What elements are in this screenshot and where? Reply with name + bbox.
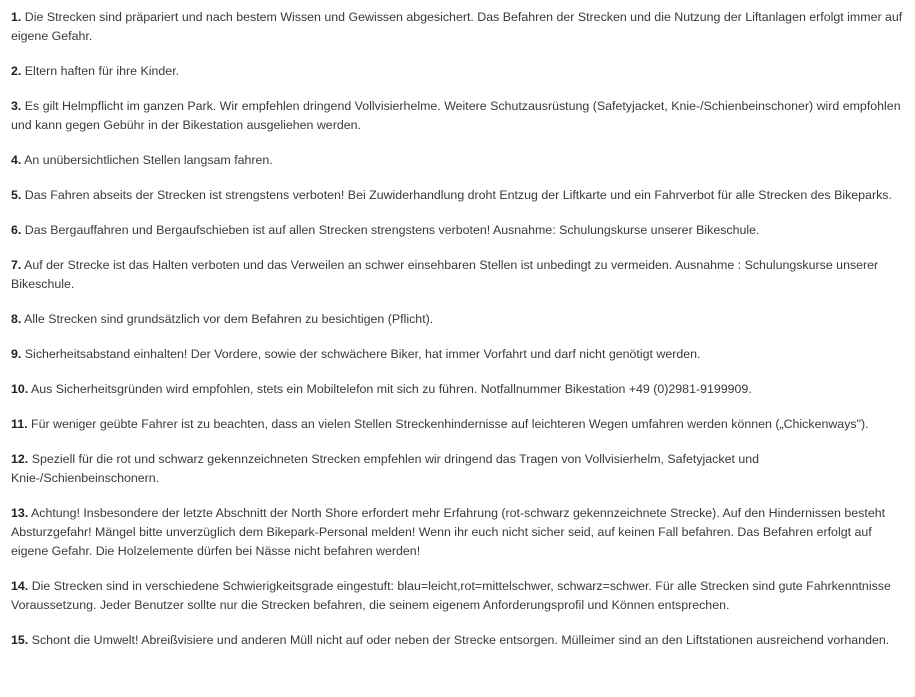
rule-10 <box>11 380 906 399</box>
rule-number: 14. <box>11 579 29 593</box>
rule-number: 4. <box>11 153 22 167</box>
rule-9 <box>11 345 906 364</box>
rule-text: Eltern haften für ihre Kinder. <box>24 64 180 78</box>
rule-11 <box>11 415 906 434</box>
rule-text: Die Strecken sind in verschiedene Schwierigkeitsgrade eingestuft: blau=leicht,rot=mittelschwer, schwarz=schwer. Für alle Strecken sind gute Fahrkenntnisse Voraussetzung. Jeder Benutzer sollte nur die Strecken befahren, die seinem eigenem Anforderungsprofil und Können entsprechen. <box>11 579 891 612</box>
rule-text: Das Fahren abseits der Strecken ist strengstens verboten! Bei Zuwiderhandlung droht Entzug der Liftkarte und ein Fahrverbot für alle Strecken des Bikeparks. <box>24 188 892 202</box>
rule-number: 2. <box>11 64 22 78</box>
rule-number: 5. <box>11 188 22 202</box>
rule-number: 10. <box>11 382 29 396</box>
rule-text: Schont die Umwelt! Abreißvisiere und anderen Müll nicht auf oder neben der Strecke entsorgen. Mülleimer sind an den Liftstationen ausreichend vorhanden. <box>31 633 890 647</box>
rule-number: 6. <box>11 223 22 237</box>
rule-1 <box>11 8 906 46</box>
rule-text: Speziell für die rot und schwarz gekennzeichneten Strecken empfehlen wir dringend das Tragen von Vollvisierhelm, Safetyjacket und Knie-/Schienbeinschonern. <box>11 452 760 485</box>
rule-number: 11. <box>11 417 28 431</box>
rule-number: 12. <box>11 452 29 466</box>
rule-4 <box>11 151 906 170</box>
rule-8 <box>11 310 906 329</box>
rule-14 <box>11 577 906 615</box>
rule-number: 15. <box>11 633 29 647</box>
park-rules-list <box>11 8 906 666</box>
rule-number: 9. <box>11 347 22 361</box>
rule-text: Die Strecken sind präpariert und nach bestem Wissen und Gewissen abgesichert. Das Befahren der Strecken und die Nutzung der Liftanlagen erfolgt immer auf eigene Gefahr. <box>11 10 903 43</box>
rule-13 <box>11 504 906 561</box>
rule-text: Aus Sicherheitsgründen wird empfohlen, stets ein Mobiltelefon mit sich zu führen. Notfallnummer Bikestation +49 (0)2981-9199909. <box>31 382 752 396</box>
rule-number: 13. <box>11 506 29 520</box>
rule-text: Achtung! Insbesondere der letzte Abschnitt der North Shore erfordert mehr Erfahrung (rot-schwarz gekennzeichnete Strecke). Auf den Hindernissen besteht Absturzgefahr! Mängel bitte unverzüglich dem Bikepark-Personal melden! Wenn ihr euch nicht sicher seid, auf keinen Fall befahren. Das Befahren erfolgt auf eigene Gefahr. Die Holzelemente dürfen bei Nässe nicht befahren werden! <box>11 506 886 558</box>
rule-5 <box>11 186 906 205</box>
rule-number: 7. <box>11 258 22 272</box>
rule-3 <box>11 97 906 135</box>
rule-6 <box>11 221 906 240</box>
rule-text: An unübersichtlichen Stellen langsam fahren. <box>24 153 273 167</box>
rule-15 <box>11 631 906 650</box>
rule-number: 3. <box>11 99 22 113</box>
rule-number: 8. <box>11 312 22 326</box>
rule-text: Auf der Strecke ist das Halten verboten und das Verweilen an schwer einsehbaren Stellen ist unbedingt zu vermeiden. Ausnahme : Schulungskurse unserer Bikeschule. <box>11 258 879 291</box>
rule-text: Sicherheitsabstand einhalten! Der Vordere, sowie der schwächere Biker, hat immer Vorfahrt und darf nicht genötigt werden. <box>24 347 701 361</box>
rule-text: Das Bergauffahren und Bergaufschieben ist auf allen Strecken strengstens verboten! Ausnahme: Schulungskurse unserer Bikeschule. <box>24 223 760 237</box>
rule-text: Es gilt Helmpflicht im ganzen Park. Wir empfehlen dringend Vollvisierhelme. Weitere Schutzausrüstung (Safetyjacket, Knie-/Schienbeinschoner) wird empfohlen und kann gegen Gebühr in der Bikestation ausgeliehen werden. <box>11 99 901 132</box>
rule-2 <box>11 62 906 81</box>
rule-7 <box>11 256 906 294</box>
rule-number: 1. <box>11 10 22 24</box>
rule-text: Alle Strecken sind grundsätzlich vor dem Befahren zu besichtigen (Pflicht). <box>24 312 434 326</box>
rule-12 <box>11 450 906 488</box>
rule-text: Für weniger geübte Fahrer ist zu beachten, dass an vielen Stellen Streckenhindernisse auf leichteren Wegen umfahren werden können („Chickenways"). <box>31 417 869 431</box>
